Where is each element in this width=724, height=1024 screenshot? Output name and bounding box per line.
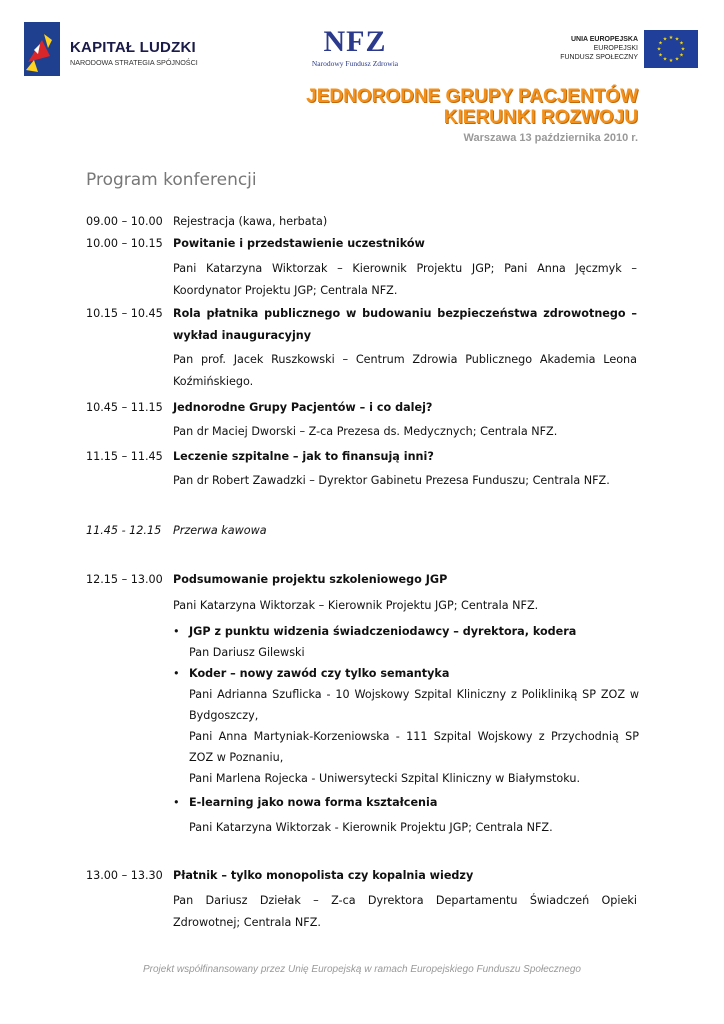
agenda-speaker: Pan Dariusz Dziełak – Z-ca Dyrektora Departamentu Świadczeń Opieki Zdrowotnej; Centrala NFZ.: [173, 894, 637, 929]
svg-text:★: ★: [680, 46, 686, 53]
bullet-line: Pani Marlena Rojecka - Uniwersytecki Szpital Kliniczny w Białymstoku.: [189, 772, 581, 785]
bullet-icon: •: [173, 667, 180, 680]
bullet-title: JGP z punktu widzenia świadczeniodawcy – dyrektora, kodera: [189, 625, 577, 638]
list-item: [173, 792, 639, 838]
time-slot: 10.15 – 10.45: [86, 307, 163, 320]
bullet-line: Pani Katarzyna Wiktorzak - Kierownik Projektu JGP; Centrala NFZ.: [189, 821, 553, 834]
agenda-title: Płatnik – tylko monopolista czy kopalnia wiedzy: [173, 869, 474, 882]
bullet-line: Pani Anna Martyniak-Korzeniowska - 111 Szpital Wojskowy z Przychodnią SP ZOZ w Poznaniu,: [189, 730, 639, 764]
svg-text:★: ★: [668, 35, 674, 41]
nfz-mark: NFZ: [323, 25, 387, 58]
agenda-title: Powitanie i przedstawienie uczestników: [173, 237, 425, 250]
kapital-ludzki-logo: [24, 22, 204, 78]
program-heading: Program konferencji: [86, 170, 257, 190]
list-item: [173, 621, 639, 663]
eu-flag-icon: [644, 30, 698, 68]
agenda-title: Jednorodne Grupy Pacjentów – i co dalej?: [173, 401, 433, 414]
svg-text:★: ★: [662, 56, 668, 63]
eu-line-1: UNIA EUROPEJSKA: [570, 36, 638, 43]
agenda-speaker: Pani Katarzyna Wiktorzak – Kierownik Projektu JGP; Pani Anna Jęczmyk – Koordynator Projektu JGP; Centrala NFZ.: [173, 262, 637, 297]
eu-text-block: [560, 35, 638, 62]
bullet-line: Pan Dariusz Gilewski: [189, 646, 305, 659]
svg-text:★: ★: [662, 36, 668, 43]
svg-text:★: ★: [674, 56, 680, 63]
bullet-line: Pani Adrianna Szuflicka - 10 Wojskowy Szpital Kliniczny z Polikliniką SP ZOZ w Bydgoszczy,: [189, 688, 639, 722]
nfz-logo: [300, 25, 410, 74]
agenda-speaker: Pan prof. Jacek Ruszkowski – Centrum Zdrowia Publicznego Akademia Leona Koźmińskiego.: [173, 353, 637, 388]
bullet-icon: •: [173, 625, 180, 638]
kapital-ludzki-subtitle: NARODOWA STRATEGIA SPÓJNOŚCI: [70, 58, 198, 67]
svg-text:★: ★: [668, 58, 674, 64]
agenda-title: Leczenie szpitalne – jak to finansują inni?: [173, 450, 434, 463]
time-slot: 11.45 - 12.15: [86, 524, 162, 537]
eu-line-2: EUROPEJSKI: [593, 45, 638, 52]
list-item: [173, 663, 639, 789]
svg-text:★: ★: [674, 36, 680, 43]
nfz-subtitle: Narodowy Fundusz Zdrowia: [311, 59, 399, 68]
bullet-title: E-learning jako nowa forma kształcenia: [189, 796, 438, 809]
agenda-title: Podsumowanie projektu szkoleniowego JGP: [173, 573, 448, 586]
agenda-title: Przerwa kawowa: [173, 524, 267, 537]
title-line-1: JEDNORODNE GRUPY PACJENTÓW: [306, 86, 638, 107]
time-slot: 09.00 – 10.00: [86, 215, 163, 228]
svg-text:★: ★: [658, 40, 663, 47]
time-slot: 10.45 – 11.15: [86, 401, 163, 414]
conference-title: [306, 86, 638, 128]
eu-line-3: FUNDUSZ SPOŁECZNY: [560, 54, 638, 61]
svg-text:★: ★: [656, 46, 662, 53]
svg-text:★: ★: [679, 52, 684, 59]
agenda-speaker: Pan dr Robert Zawadzki – Dyrektor Gabinetu Prezesa Funduszu; Centrala NFZ.: [173, 474, 610, 487]
agenda-title: Rola płatnika publicznego w budowaniu bezpieczeństwa zdrowotnego – wykład inauguracyjny: [173, 307, 637, 342]
footer-note: Projekt współfinansowany przez Unię Europejską w ramach Europejskiego Funduszu Społecznego: [142, 964, 581, 975]
kapital-ludzki-title: KAPITAŁ LUDZKI: [70, 39, 196, 56]
svg-text:★: ★: [679, 40, 684, 47]
agenda-speaker: Pan dr Maciej Dworski – Z-ca Prezesa ds. Medycznych; Centrala NFZ.: [173, 425, 558, 438]
time-slot: 11.15 – 11.45: [86, 450, 163, 463]
date-location: Warszawa 13 października 2010 r.: [463, 132, 638, 144]
title-line-2: KIERUNKI ROZWOJU: [443, 107, 638, 128]
time-slot: 10.00 – 10.15: [86, 237, 163, 250]
kapital-ludzki-emblem-icon: [24, 22, 60, 76]
time-slot: 12.15 – 13.00: [86, 573, 163, 586]
svg-text:★: ★: [658, 52, 663, 59]
agenda-title: Rejestracja (kawa, herbata): [173, 215, 328, 228]
bullet-icon: •: [173, 796, 180, 809]
time-slot: 13.00 – 13.30: [86, 869, 163, 882]
bullet-title: Koder – nowy zawód czy tylko semantyka: [189, 667, 450, 680]
agenda-speaker: Pani Katarzyna Wiktorzak – Kierownik Projektu JGP; Centrala NFZ.: [173, 599, 539, 612]
